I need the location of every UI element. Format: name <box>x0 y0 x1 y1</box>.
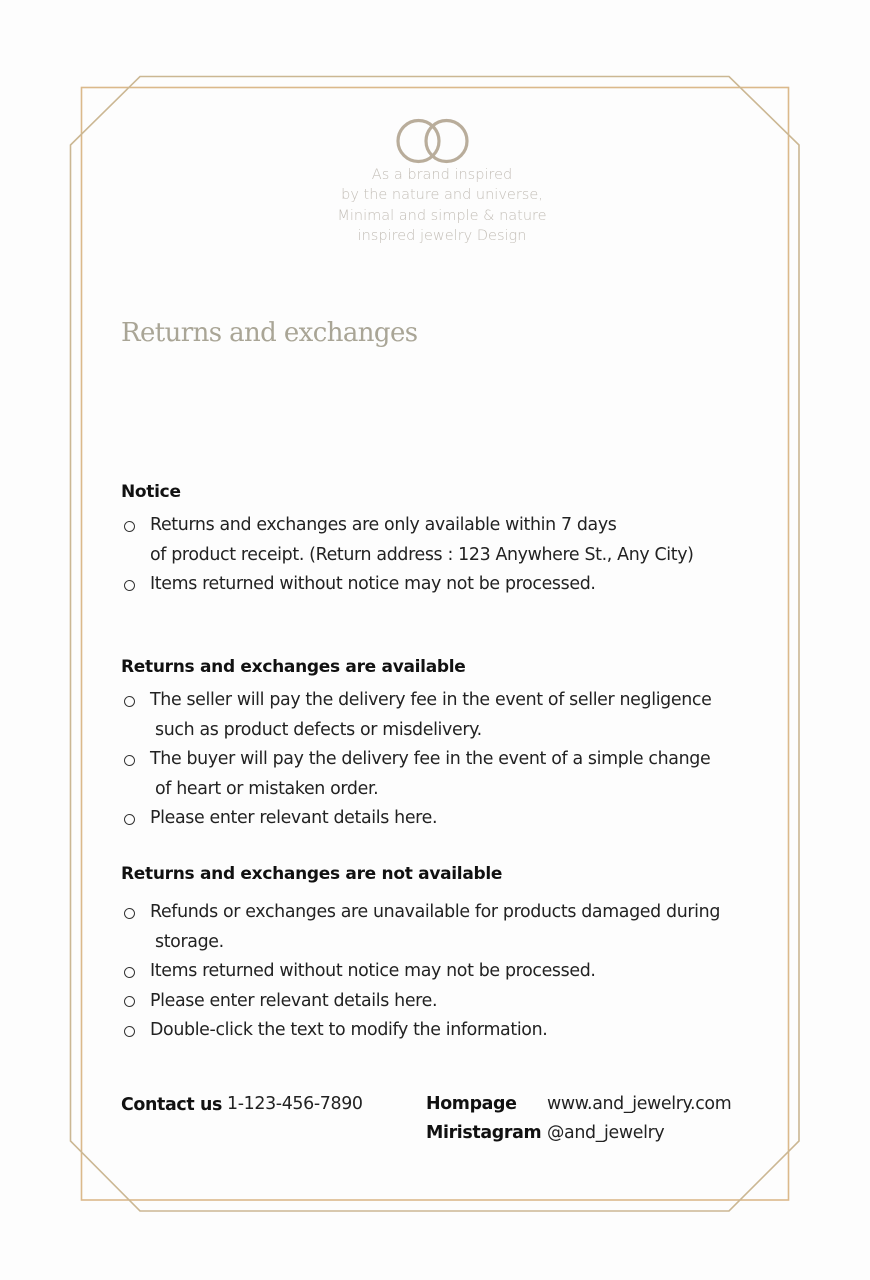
list-item: Items returned without notice may not be processed. <box>121 570 781 600</box>
list-item-continuation: such as product defects or misdelivery. <box>155 719 482 740</box>
tagline-line: inspired jewelry Design <box>357 227 527 244</box>
list-item: Double-click the text to modify the information. <box>121 1016 781 1046</box>
contact-label: Contact us <box>121 1095 223 1115</box>
brand-tagline <box>235 165 649 246</box>
circle-bullet-icon <box>124 521 135 532</box>
notice-section <box>121 480 781 600</box>
contact-phone <box>121 1091 401 1121</box>
list-item-continuation: of heart or mistaken order. <box>155 778 379 799</box>
section-heading: Notice <box>121 482 181 502</box>
circle-bullet-icon <box>124 1026 135 1037</box>
list-item: Please enter relevant details here. <box>121 804 781 834</box>
tagline-line: As a brand inspired <box>371 167 513 183</box>
bullet-list <box>121 686 781 834</box>
list-item: Items returned without notice may not be processed. <box>121 957 781 987</box>
circle-bullet-icon <box>124 580 135 591</box>
section-heading: Returns and exchanges are available <box>121 657 466 677</box>
list-item-continuation: of product receipt. (Return address : 123 Anywhere St., Any City) <box>150 544 694 565</box>
circle-bullet-icon <box>124 755 135 766</box>
circle-bullet-icon <box>124 967 135 978</box>
instagram-handle[interactable]: @and_jewelry <box>547 1123 665 1143</box>
list-item: The buyer will pay the delivery fee in the event of a simple change <box>121 745 781 775</box>
available-section <box>121 655 781 834</box>
bullet-list <box>121 898 781 1046</box>
list-item: Refunds or exchanges are unavailable for products damaged during <box>121 898 781 928</box>
homepage-link[interactable]: www.and_jewelry.com <box>547 1094 732 1114</box>
circle-bullet-icon <box>124 814 135 825</box>
interlocking-rings-icon <box>392 114 474 168</box>
circle-bullet-icon <box>124 996 135 1007</box>
not-available-section <box>121 862 781 1046</box>
list-item: Returns and exchanges are only available within 7 days <box>121 511 781 541</box>
bullet-list <box>121 511 781 600</box>
tagline-line: by the nature and universe, <box>341 187 543 204</box>
circle-bullet-icon <box>124 696 135 707</box>
contact-instagram <box>426 1119 766 1149</box>
page-title: Returns and exchanges <box>121 318 418 348</box>
circle-bullet-icon <box>124 908 135 919</box>
instagram-label: Miristagram <box>426 1123 542 1143</box>
tagline-line: Minimal and simple & nature <box>337 207 547 224</box>
homepage-label: Hompage <box>426 1094 517 1114</box>
list-item: The seller will pay the delivery fee in the event of seller negligence <box>121 686 781 716</box>
contact-homepage <box>426 1090 766 1120</box>
section-heading: Returns and exchanges are not available <box>121 864 503 884</box>
list-item: Please enter relevant details here. <box>121 987 781 1017</box>
phone-number: 1-123-456-7890 <box>227 1094 363 1114</box>
list-item-continuation: storage. <box>155 931 224 952</box>
